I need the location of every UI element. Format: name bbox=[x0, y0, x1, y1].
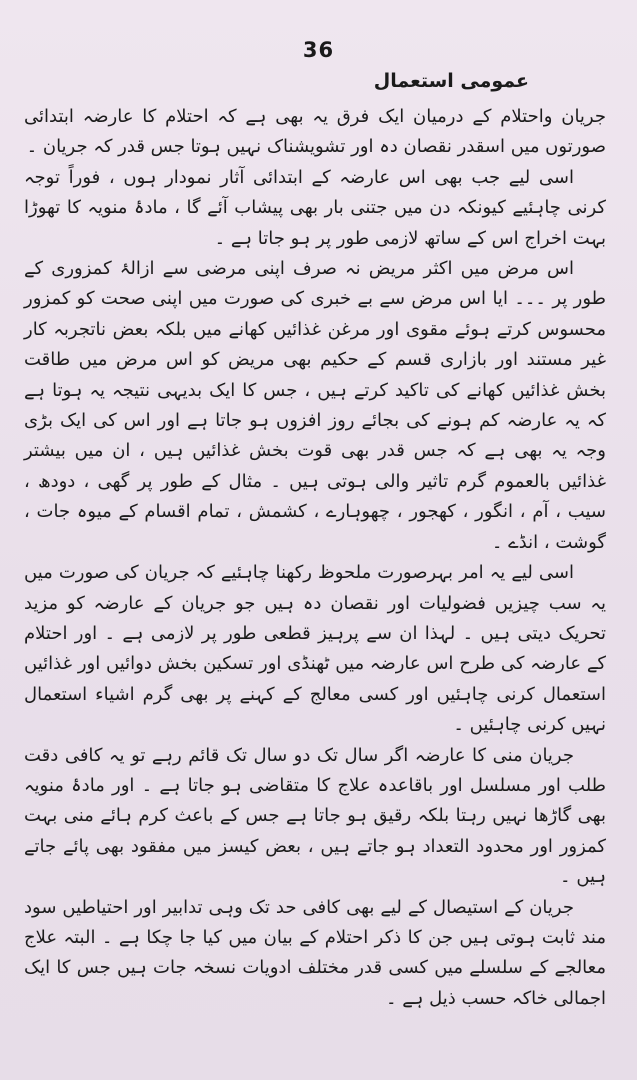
paragraph-2: اسی لیے جب بھی اس عارضہ کے ابتدائی آثار نمودار ہوں ، فوراً توجہ کرنی چاہئیے کیونکہ دن میں جتنی بار بھی پیشاب آئے گا ، مادۂ منویہ کا تھوڑا بہت اخراج اس کے ساتھ لازمی طور پر ہو جاتا ہے ۔ bbox=[24, 166, 606, 249]
section-heading: عمومی استعمال bbox=[373, 70, 529, 92]
paragraph-6: جریان کے استیصال کے لیے بھی کافی حد تک وہی تدابیر اور احتیاطیں سود مند ثابت ہوتی ہیں جن کا ذکر احتلام کے بیان میں کیا جا چکا ہے ۔ البتہ علاج معالجے کے سلسلے میں کسی قدر مختلف ادویات نسخہ جات ہیں جس کا ایک اجمالی خاکہ حسب ذیل ہے ۔ bbox=[24, 896, 606, 1009]
paragraph-5: جریان منی کا عارضہ اگر سال تک دو سال تک قائم رہے تو یہ کافی دقت طلب اور مسلسل اور باقاعدہ علاج کا متقاضی ہو جاتا ہے ۔ اور مادۂ منویہ بھی گاڑھا نہیں رہتا بلکہ رقیق ہو جاتا ہے جس کے باعث کرم ہائے منی بہت کمزور اور محدود التعداد ہو جاتے ہیں ، بعض کیسز میں مفقود بھی پائے جاتے ہیں ۔ bbox=[24, 744, 606, 888]
body-text bbox=[24, 102, 606, 1014]
page-number: 36 bbox=[302, 38, 335, 62]
paragraph-3: اس مرض میں اکثر مریض نہ صرف اپنی مرضی سے ازالۂ کمزوری کے طور پر ۔۔۔ ایا اس مرض سے بے خبری کی صورت میں اپنی صحت کو کمزور محسوس کرتے ہوئے مقوی اور مرغن غذائیں کھانے میں بلکہ بعض ناتجربہ کار غیر مستند اور بازاری قسم کے حکیم بھی مریض کو اس مرض میں طاقت بخش غذائیں کھانے کی تاکید کرتے ہیں ، جس کا ایک بدیہی نتیجہ یہ ہوتا ہے کہ یہ عارضہ کم ہونے کی بجائے روز افزوں ہو جاتا ہے اور اس کی ایک بڑی وجہ یہ بھی ہے کہ جس قدر بھی قوت بخش غذائیں ہیں ، ان میں بیشتر غذائیں بالعموم گرم تاثیر والی ہوتی ہیں ۔ مثال کے طور پر گھی ، دودھ ، سیب ، آم ، انگور ، کھجور ، چھوہارے ، کشمش ، تمام اقسام کے میوہ جات ، گوشت ، انڈے ۔ bbox=[24, 258, 606, 553]
paragraph-4: اسی لیے یہ امر بہرصورت ملحوظ رکھنا چاہئیے کہ جریان کی صورت میں یہ سب چیزیں فضولیات اور نقصان دہ ہیں جو جریان کے عارضہ کو مزید تحریک دیتی ہیں ۔ لہذا ان سے پرہیز قطعی طور پر لازمی ہے ۔ اور احتلام کے عارضہ کی طرح اس عارضہ میں ٹھنڈی اور تسکین بخش دوائیں اور غذائیں استعمال کرنی چاہئیں اور کسی معالج کے کہنے پر بھی گرم اشیاء استعمال نہیں کرنی چاہئیں ۔ bbox=[24, 562, 606, 736]
paragraph-1: جریان واحتلام کے درمیان ایک فرق یہ بھی ہے کہ احتلام کا عارضہ ابتدائی صورتوں میں اسقدر نقصان دہ اور تشویشناک نہیں ہوتا جس قدر کہ جریان ۔ bbox=[24, 106, 606, 158]
